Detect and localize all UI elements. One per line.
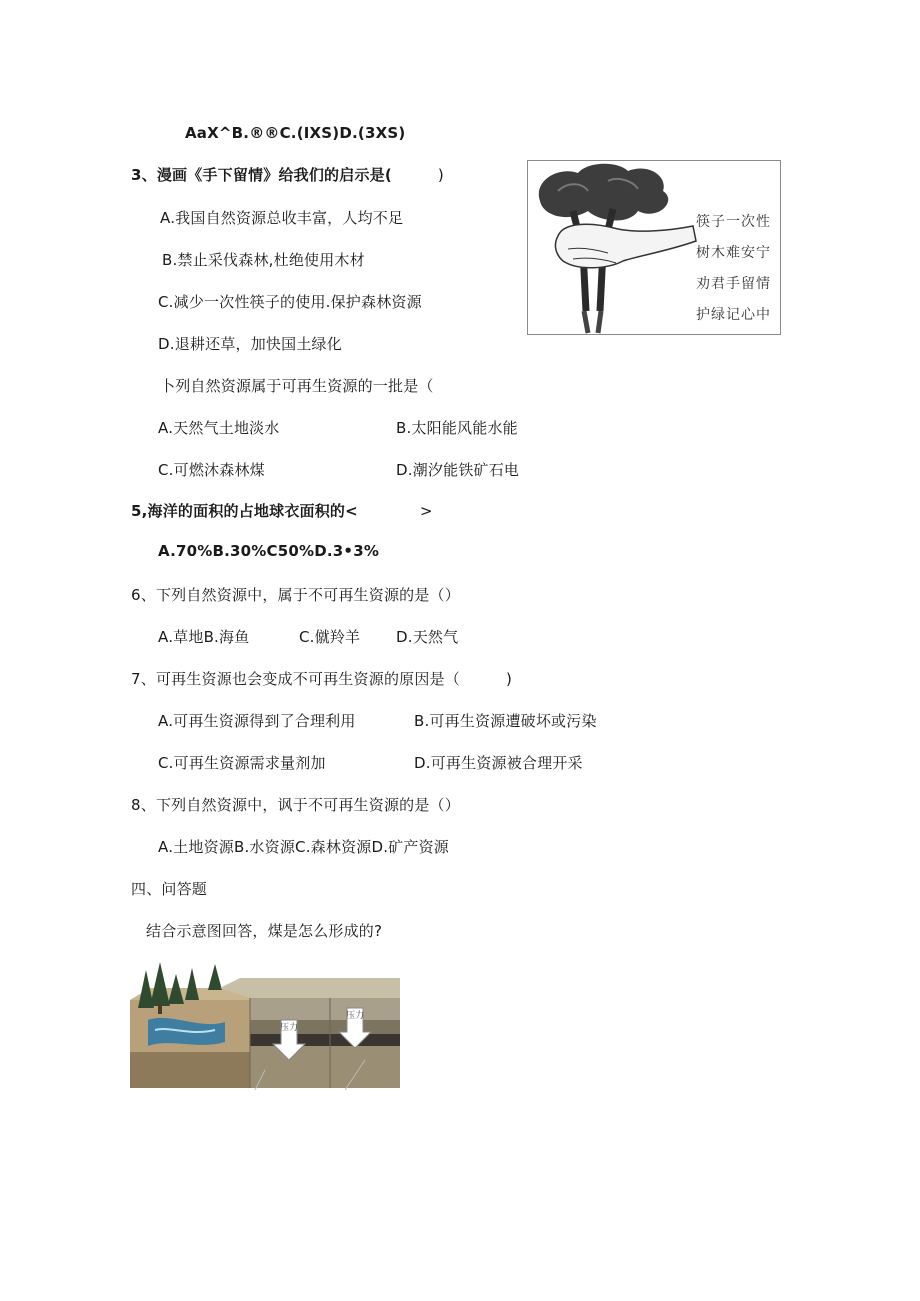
q6-option-d: D.天然气 <box>396 628 459 646</box>
q6-option-ab: A.草地B.海鱼 <box>158 628 250 646</box>
q4-option-b: B.太阳能风能水能 <box>396 419 518 437</box>
q6-stem: 6、下列自然资源中，属于不可再生资源的是（） <box>131 586 460 604</box>
cartoon-caption-1: 筷子一次性 <box>696 214 771 230</box>
q8-options: A.土地资源B.水资源C.森林资源D.矿产资源 <box>158 838 449 856</box>
q3-option-d: D.退耕还草，加快国土绿化 <box>158 335 342 353</box>
chopsticks-cartoon <box>527 160 781 335</box>
q4-option-d: D.潮汐能铁矿石电 <box>396 461 520 479</box>
q8-stem: 8、下列自然资源中，讽于不可再生资源的是（） <box>131 796 460 814</box>
cartoon-caption-4: 护绿记心中 <box>696 307 771 323</box>
essay-question: 结合示意图回答，煤是怎么形成的? <box>146 922 383 940</box>
q3-stem <box>131 164 444 185</box>
q5-stem-close: > <box>419 502 433 520</box>
q5-stem <box>131 500 433 521</box>
q5-stem-text: 5,海洋的面积的占地球衣面积的< <box>131 502 358 520</box>
q4-option-c: C.可燃沐森林煤 <box>158 461 265 479</box>
q3-option-b: B.禁止采伐森林,杜绝使用木材 <box>162 251 365 269</box>
q7-option-b: B.可再生资源遭破坏或污染 <box>414 712 597 730</box>
q4-stem: 卜列自然资源属于可再生资源的一批是（ <box>160 377 434 395</box>
q7-option-c: C.可再生资源需求量剂加 <box>158 754 326 772</box>
q7-stem <box>131 668 512 689</box>
q3-stem-close: ) <box>437 166 444 184</box>
pressure-label-1: 压力 <box>279 1023 299 1033</box>
cartoon-caption-3: 劝君手留情 <box>696 276 771 292</box>
cartoon-caption-2: 树木难安宁 <box>696 245 771 261</box>
previous-options: AaX^B.®®C.(IXS)D.(3XS) <box>185 124 406 142</box>
q3-option-c: C.减少一次性筷子的使用.保护森林资源 <box>158 293 422 311</box>
q6-option-c: C.僦羚羊 <box>299 628 361 646</box>
q7-stem-close: ) <box>505 670 513 688</box>
q7-option-d: D.可再生资源被合理开采 <box>414 754 583 772</box>
q7-option-a: A.可再生资源得到了合理利用 <box>158 712 356 730</box>
section-heading: 四、问答题 <box>131 880 208 898</box>
q5-options: A.70%B.30%C50%D.3•3% <box>158 542 380 560</box>
q4-option-a: A.天然气土地淡水 <box>158 419 280 437</box>
q3-stem-text: 3、漫画《手下留情》给我们的启示是( <box>131 166 392 184</box>
coal-formation-diagram <box>130 960 402 1090</box>
q3-option-a: A.我国自然资源总收丰富，人均不足 <box>160 209 404 227</box>
q7-stem-text: 7、可再生资源也会变成不可再生资源的原因是（ <box>131 670 460 688</box>
pressure-label-2: 压力 <box>345 1011 365 1021</box>
